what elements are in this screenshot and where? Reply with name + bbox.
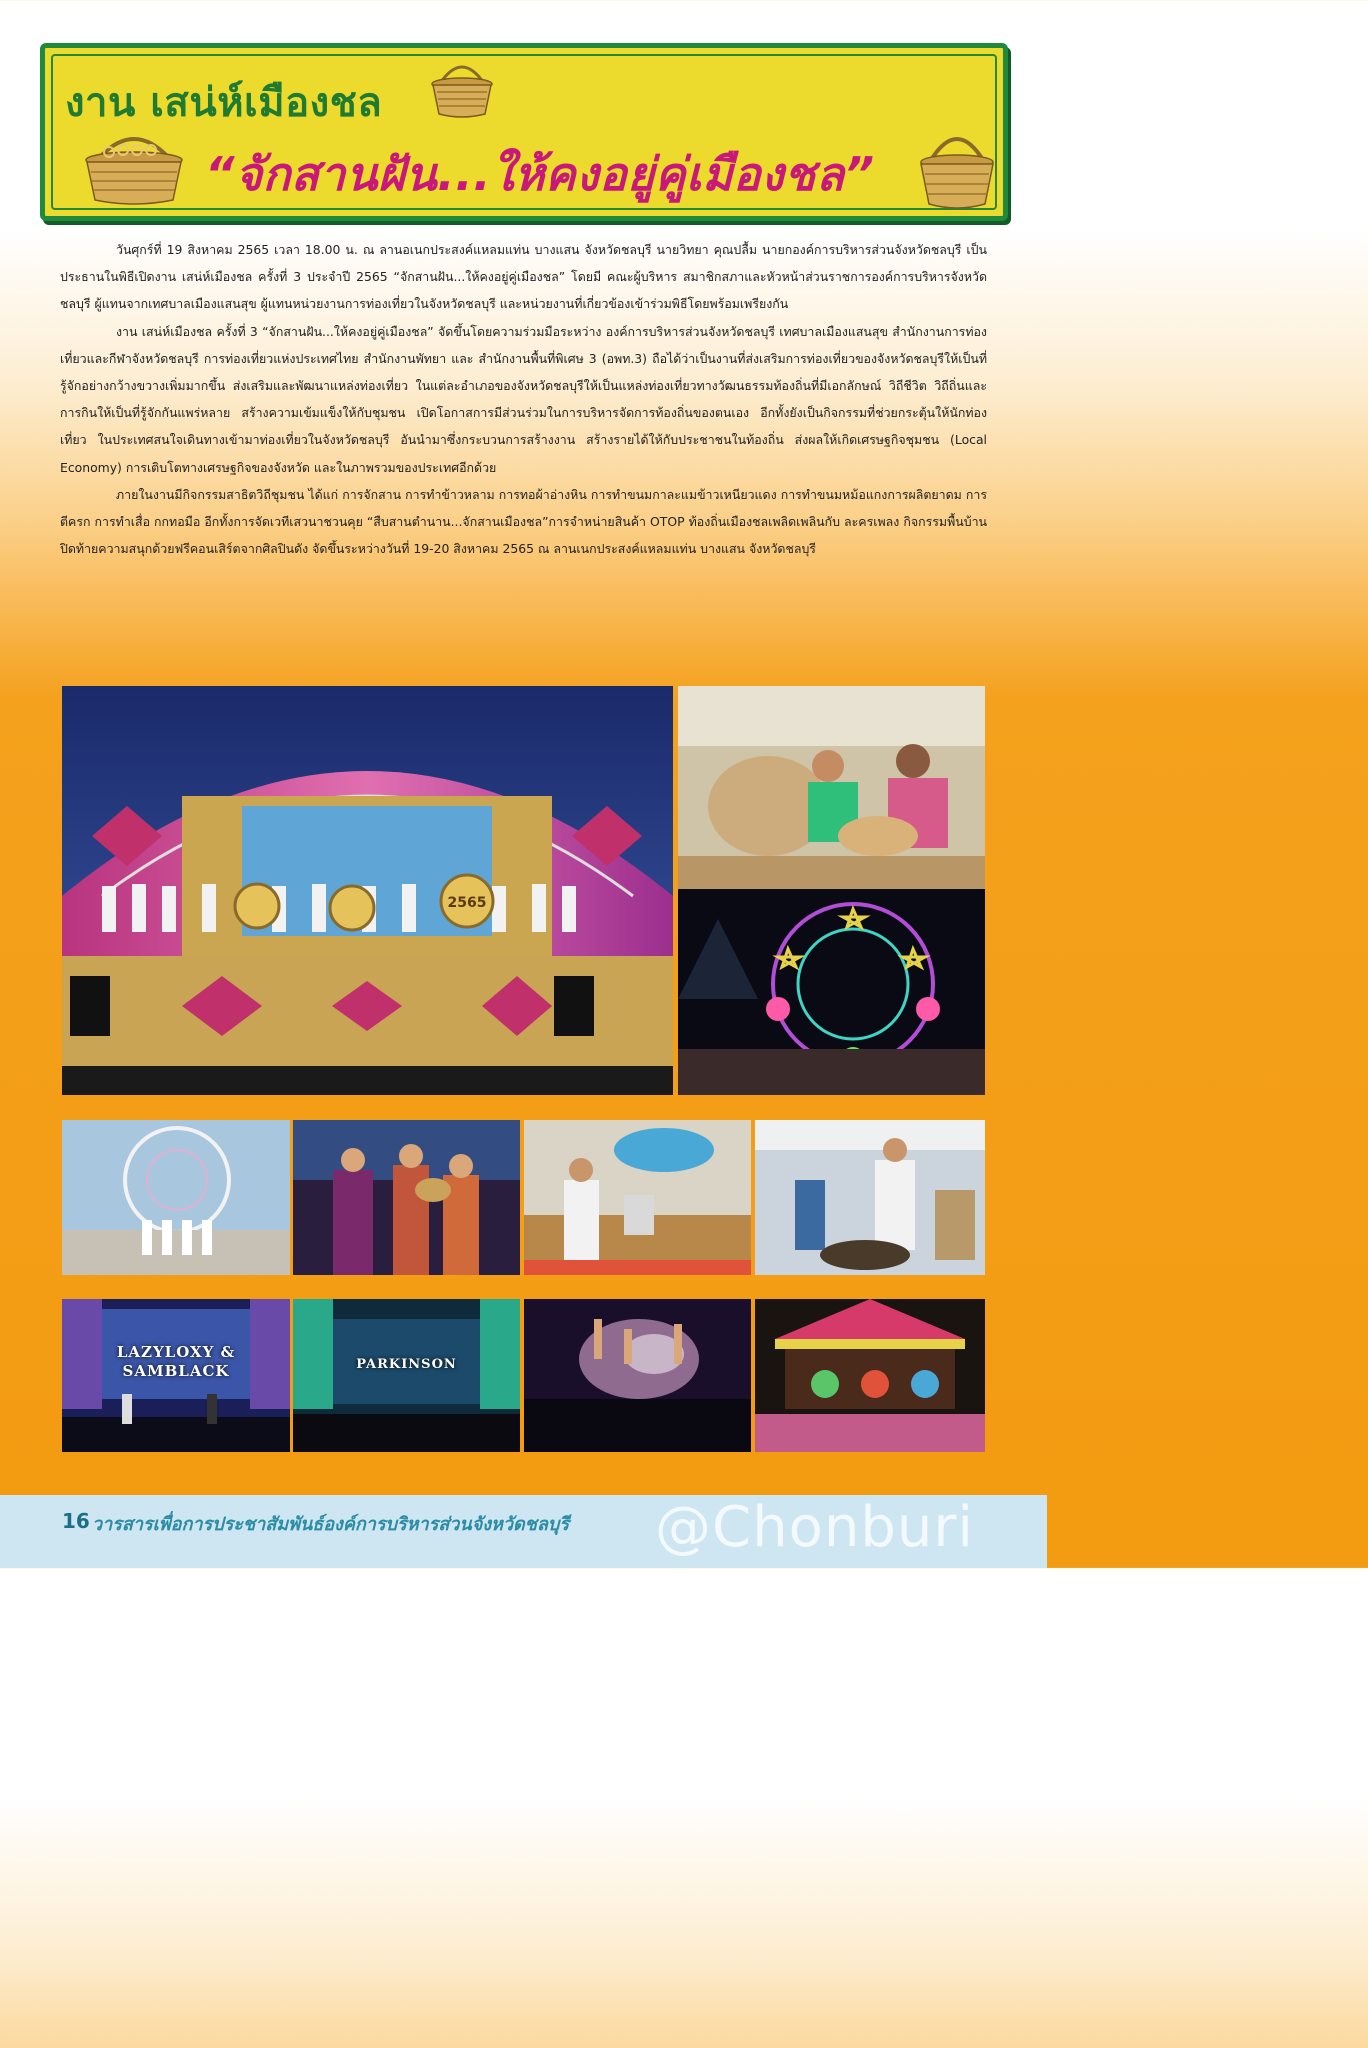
article-paragraph: วันศุกร์ที่ 19 สิงหาคม 2565 เวลา 18.00 น. ณ ลานอเนกประสงค์แหลมแท่น บางแสน จังหวัดชลบุรี นายวิทยา คุณปลื้ม นายกองค์การบริหารส่วนจังหวัดชลบุรี เป็นประธานในพิธีเปิดงาน เสน่ห์เมืองชล ครั้งที่ 3 ประจำปี 2565 “จักสานฝัน...ให้คงอยู่คู่เมืองชล” โดยมี คณะผู้บริหาร สมาชิกสภาและหัวหน้าส่วนราชการองค์การบริหารจังหวัดชลบุรี ผู้แทนจากเทศบาลเมืองแสนสุข ผู้แทนหน่วยงานการท่องเที่ยวในจังหวัดชลบุรี และหน่วยงานที่เกี่ยวข้องเข้าร่วมพิธีโดยพร้อมเพรียงกัน [60,242,987,312]
banner-title-main: งาน เสน่ห์เมืองชล [65,80,383,126]
stage-year-label: 2565 [447,895,487,911]
photo-cooking-demo [755,1120,985,1275]
article-paragraph: งาน เสน่ห์เมืองชล ครั้งที่ 3 “จักสานฝัน...ให้คงอยู่คู่เมืองชล” จัดขึ้นโดยความร่วมมือระหว่าง องค์การบริหารส่วนจังหวัดชลบุรี เทศบาลเมืองแสนสุข สำนักงานการท่องเที่ยวและกีฬาจังหวัดชลบุรี การท่องเที่ยวแห่งประเทศไทย สำนักงานพัทยา และ สำนักงานพื้นที่พิเศษ 3 (อพท.3) ถือได้ว่าเป็นงานที่ส่งเสริมการท่องเที่ยวของจังหวัดชลบุรีให้เป็นที่รู้จักอย่างกว้างขวางเพิ่มมากขึ้น ส่งเสริมและพัฒนาแหล่งท่องเที่ยว ในแต่ละอำเภอของจังหวัดชลบุรีให้เป็นแหล่งท่องเที่ยวทางวัฒนธรรมท้องถิ่นที่มีเอกลักษณ์ วิถีชีวิต วิถีถิ่นและการกินให้เป็นที่รู้จักกันแพร่หลาย สร้างความเข้มแข็งให้กับชุมชน เปิดโอกาสการมีส่วนร่วมในการบริหารจัดการท้องถิ่นของตนเอง อีกทั้งยังเป็นกิจกรรมที่ช่วยกระตุ้นให้นักท่องเที่ยว ในประเทศสนใจเดินทางเข้ามาท่องเที่ยวในจังหวัดชลบุรี อันนำมาซึ่งกระบวนการสร้างงาน สร้างรายได้ให้กับประชาชนในท้องถิ่น ส่งผลให้เกิดเศรษฐกิจชุมชน (Local Economy) การเติบโตทางเศรษฐกิจของจังหวัด และในภาพรวมของประเทศอีกด้วย [60,323,987,475]
basket-icon [427,58,497,120]
photo-concert-lazyloxy [62,1299,290,1452]
watermark-text: @Chonburi [655,1495,974,1560]
title-banner [40,43,1008,221]
photo-fair-rides [755,1299,985,1452]
page-footer [0,1495,1047,1568]
page-number: 16 [62,1509,90,1533]
basket-icon [79,128,189,208]
article-paragraph: ภายในงานมีกิจกรรมสาธิตวิถีชุมชน ได้แก่ การจักสาน การทำข้าวหลาม การทอผ้าอ่างหิน การทำขนมกาละแมข้าวเหนียวแดง การทำขนมหม้อแกงการผลิตยาดม การตีครก การทำเสื่อ กกทอมือ อีกทั้งการจัดเวทีเสวนาชวนคุย “สืบสานตำนาน...จักสานเมืองชล”การจำหน่ายสินค้า OTOP ท้องถิ่นเมืองชลเพลิดเพลินกับ ละครเพลง กิจกรรมพื้นบ้าน ปิดท้ายความสนุกด้วยฟรีคอนเสิร์ตจากศิลปินดัง จัดขึ้นระหว่างวันที่ 19-20 สิงหาคม 2565 ณ ลานเนกประสงค์แหลมแท่น บางแสน จังหวัดชลบุรี [60,486,987,557]
article-body [60,236,987,562]
banner-title-subtitle: “จักสานฝัน...ให้คงอยู่คู่เมืองชล” [205,147,875,201]
publication-title: วารสารเพื่อการประชาสัมพันธ์องค์การบริหารส่วนจังหวัดชลบุรี [92,1514,570,1535]
photo-ferris-wheel-night [678,889,985,1095]
concert-banner-text: LAZYLOXY & SAMBLACK [116,1343,236,1380]
photo-opening-stage [62,686,673,1095]
concert-banner-text: PARKINSON [356,1357,457,1372]
basket-icon [915,124,999,212]
photo-musical-performance [293,1120,520,1275]
photo-ferris-wheel-day [62,1120,290,1275]
photo-market-stall [524,1120,751,1275]
photo-concert-parkinson [293,1299,520,1452]
photo-concert-crowd [524,1299,751,1452]
photo-basket-weaving [678,686,985,889]
